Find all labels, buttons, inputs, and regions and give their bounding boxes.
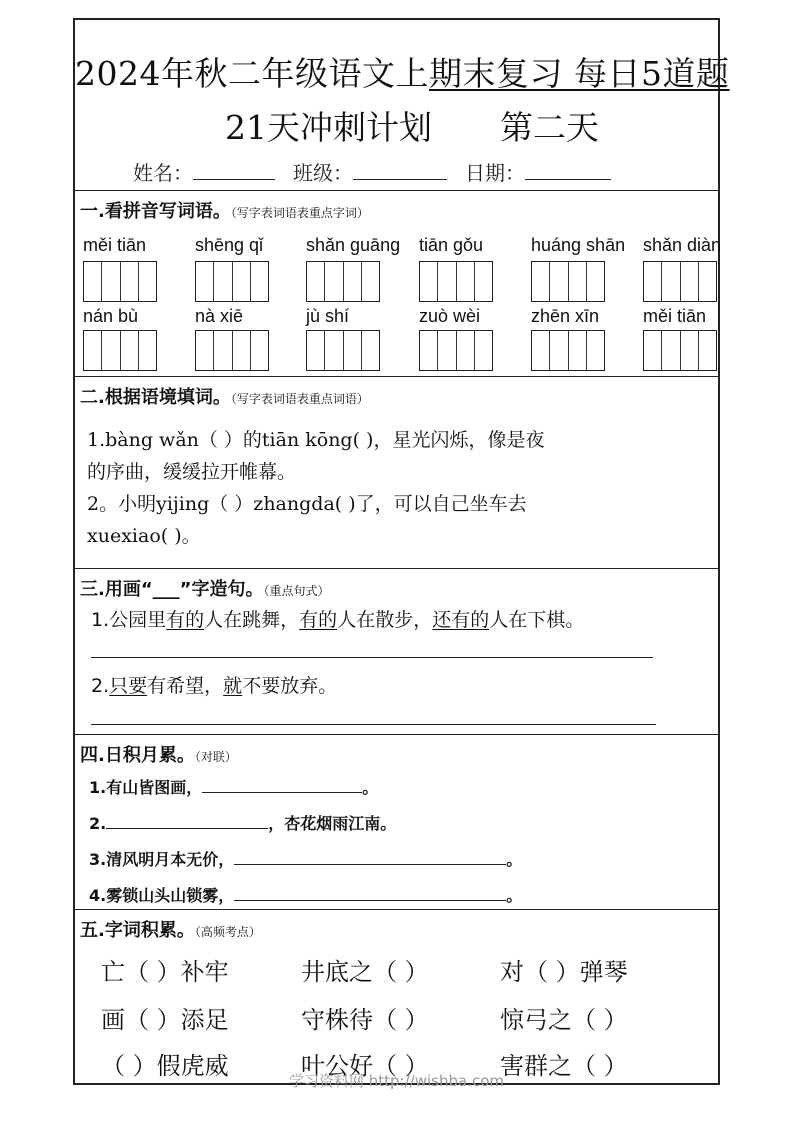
grid-cell[interactable] — [196, 262, 214, 301]
grid-cell[interactable] — [307, 331, 325, 370]
grid-cell[interactable] — [644, 331, 662, 370]
class-field[interactable] — [293, 157, 447, 186]
writing-grid[interactable] — [306, 330, 380, 371]
grid-cell[interactable] — [438, 262, 456, 301]
worksheet-title — [75, 48, 730, 95]
idiom-item: 对（ ）弹琴 — [500, 958, 628, 986]
grid-cell[interactable] — [307, 262, 325, 301]
section-idioms-title: 五.字词积累。（高频考点） — [80, 920, 261, 941]
grid-cell[interactable] — [325, 331, 343, 370]
grid-cell[interactable] — [139, 262, 156, 301]
context-line-4: xuexiao( )。 — [87, 525, 201, 547]
grid-cell[interactable] — [475, 262, 492, 301]
grid-cell[interactable] — [438, 331, 456, 370]
title-plain: 2024年秋二年级语文上 — [75, 54, 429, 93]
writing-grid[interactable] — [419, 261, 493, 302]
section-couplets — [75, 734, 718, 910]
answer-line-1[interactable] — [91, 657, 653, 658]
writing-grid[interactable] — [419, 330, 493, 371]
grid-cell[interactable] — [569, 262, 587, 301]
grid-cell[interactable] — [251, 331, 268, 370]
idiom-item: （ ）假虎威 — [101, 1052, 229, 1080]
day-title: 第二天 — [500, 108, 599, 147]
writing-grid[interactable] — [195, 330, 269, 371]
pinyin-label: zuò wèi — [419, 306, 481, 326]
grid-cell[interactable] — [196, 331, 214, 370]
pinyin-label: měi tiān — [643, 306, 707, 326]
couplet-1: 1.有山皆图画， 。 — [89, 778, 379, 797]
grid-cell[interactable] — [457, 331, 475, 370]
writing-grid[interactable] — [531, 330, 605, 371]
writing-grid[interactable] — [306, 261, 380, 302]
grid-cell[interactable] — [251, 262, 268, 301]
worksheet — [73, 18, 730, 1085]
section-sentences-title: 三.用画“___”字造句。（重点句式） — [80, 579, 330, 600]
section-idioms — [75, 909, 718, 1085]
title-underlined: 期末复习 每日5道题 — [428, 54, 730, 93]
idiom-item: 惊弓之（ ） — [500, 1006, 628, 1034]
grid-cell[interactable] — [681, 331, 699, 370]
grid-cell[interactable] — [121, 331, 139, 370]
grid-cell[interactable] — [587, 262, 604, 301]
grid-cell[interactable] — [362, 331, 379, 370]
section-pinyin-note: （写字表词语表重点字词） — [230, 206, 369, 220]
section-idioms-note: （高频考点） — [194, 925, 261, 939]
grid-cell[interactable] — [699, 331, 716, 370]
pinyin-label: nà xiē — [195, 306, 244, 326]
plan-title: 21天冲刺计划 — [225, 108, 432, 147]
grid-cell[interactable] — [139, 331, 156, 370]
pinyin-label: měi tiān — [83, 235, 147, 255]
answer-line-2[interactable] — [91, 724, 656, 725]
grid-cell[interactable] — [475, 331, 492, 370]
pinyin-label: shēng qǐ — [195, 235, 264, 255]
context-line-1: 1.bàng wǎn（ ）的tiān kōng( )，星光闪烁，像是夜 — [87, 429, 545, 451]
context-line-3: 2。小明yijing（ ）zhangda( )了，可以自己坐车去 — [87, 493, 527, 515]
grid-cell[interactable] — [84, 331, 102, 370]
section-context-fill — [75, 376, 718, 569]
couplet-4: 4.雾锁山头山锁雾， 。 — [89, 886, 523, 905]
couplet-2-blank[interactable] — [106, 827, 268, 829]
sentence-example-2: 2.只要有希望，就不要放弃。 — [91, 675, 338, 697]
grid-cell[interactable] — [569, 331, 587, 370]
pinyin-label: tiān gǒu — [419, 235, 484, 255]
sentence-example-1: 1.公园里有的人在跳舞，有的人在散步，还有的人在下棋。 — [91, 609, 585, 631]
couplet-2: 2. ，杏花烟雨江南。 — [89, 814, 397, 833]
idiom-item: 亡（ ）补牢 — [101, 958, 229, 986]
pinyin-label: huáng shān — [531, 235, 626, 255]
couplet-1-blank[interactable] — [202, 791, 362, 793]
class-blank[interactable] — [353, 178, 447, 180]
writing-grid[interactable] — [643, 261, 717, 302]
section-pinyin-title: 一.看拼音写词语。（写字表词语表重点字词） — [80, 201, 369, 222]
writing-grid[interactable] — [83, 330, 157, 371]
grid-cell[interactable] — [420, 262, 438, 301]
couplet-3-blank[interactable] — [234, 863, 506, 865]
grid-cell[interactable] — [587, 331, 604, 370]
idiom-item: 害群之（ ） — [500, 1052, 628, 1080]
pinyin-label: shǎn diàn — [643, 235, 722, 255]
grid-cell[interactable] — [102, 331, 120, 370]
pinyin-label: zhēn xīn — [531, 306, 600, 326]
grid-cell[interactable] — [362, 262, 379, 301]
section-sentences-note: （重点句式） — [263, 584, 330, 598]
grid-cell[interactable] — [457, 262, 475, 301]
idiom-item: 画（ ）添足 — [101, 1006, 229, 1034]
grid-cell[interactable] — [550, 262, 568, 301]
watermark: 学习资料网 http://wishba.com — [289, 1072, 504, 1090]
writing-grid[interactable] — [83, 261, 157, 302]
section-context-note: （写字表词语表重点词语） — [230, 392, 369, 406]
section-sentences — [75, 568, 718, 735]
grid-cell[interactable] — [233, 262, 251, 301]
date-label: 日期： — [465, 161, 525, 185]
grid-cell[interactable] — [214, 262, 232, 301]
grid-cell[interactable] — [344, 262, 362, 301]
grid-cell[interactable] — [644, 262, 662, 301]
grid-cell[interactable] — [662, 262, 680, 301]
idiom-item: 叶公好（ ） — [301, 1052, 429, 1080]
date-blank[interactable] — [525, 178, 611, 180]
grid-cell[interactable] — [344, 331, 362, 370]
grid-cell[interactable] — [420, 331, 438, 370]
writing-grid[interactable] — [531, 261, 605, 302]
writing-grid[interactable] — [643, 330, 717, 371]
grid-cell[interactable] — [550, 331, 568, 370]
section-context-title: 二.根据语境填词。（写字表词语表重点词语） — [80, 387, 369, 408]
grid-cell[interactable] — [214, 331, 232, 370]
grid-cell[interactable] — [233, 331, 251, 370]
section-couplets-note: （对联） — [194, 750, 237, 764]
context-line-2: 的序曲，缓缓拉开帷幕。 — [87, 461, 297, 483]
class-label: 班级： — [293, 161, 353, 185]
name-field[interactable] — [133, 157, 275, 186]
pinyin-label: shǎn guāng — [306, 235, 401, 255]
pinyin-label: nán bù — [83, 306, 139, 326]
name-label: 姓名： — [133, 161, 193, 185]
grid-cell[interactable] — [532, 262, 550, 301]
name-blank[interactable] — [193, 178, 275, 180]
idiom-item: 井底之（ ） — [301, 958, 429, 986]
grid-cell[interactable] — [102, 262, 120, 301]
grid-cell[interactable] — [325, 262, 343, 301]
section-pinyin — [75, 190, 722, 377]
idiom-item: 守株待（ ） — [301, 1006, 429, 1034]
grid-cell[interactable] — [121, 262, 139, 301]
grid-cell[interactable] — [699, 262, 716, 301]
grid-cell[interactable] — [532, 331, 550, 370]
grid-cell[interactable] — [662, 331, 680, 370]
pinyin-label: jù shí — [306, 306, 350, 326]
date-field[interactable] — [465, 157, 611, 186]
writing-grid[interactable] — [195, 261, 269, 302]
section-couplets-title: 四.日积月累。（对联） — [80, 745, 237, 766]
grid-cell[interactable] — [84, 262, 102, 301]
grid-cell[interactable] — [681, 262, 699, 301]
couplet-4-blank[interactable] — [234, 899, 506, 901]
couplet-3: 3.清风明月本无价， 。 — [89, 850, 523, 869]
